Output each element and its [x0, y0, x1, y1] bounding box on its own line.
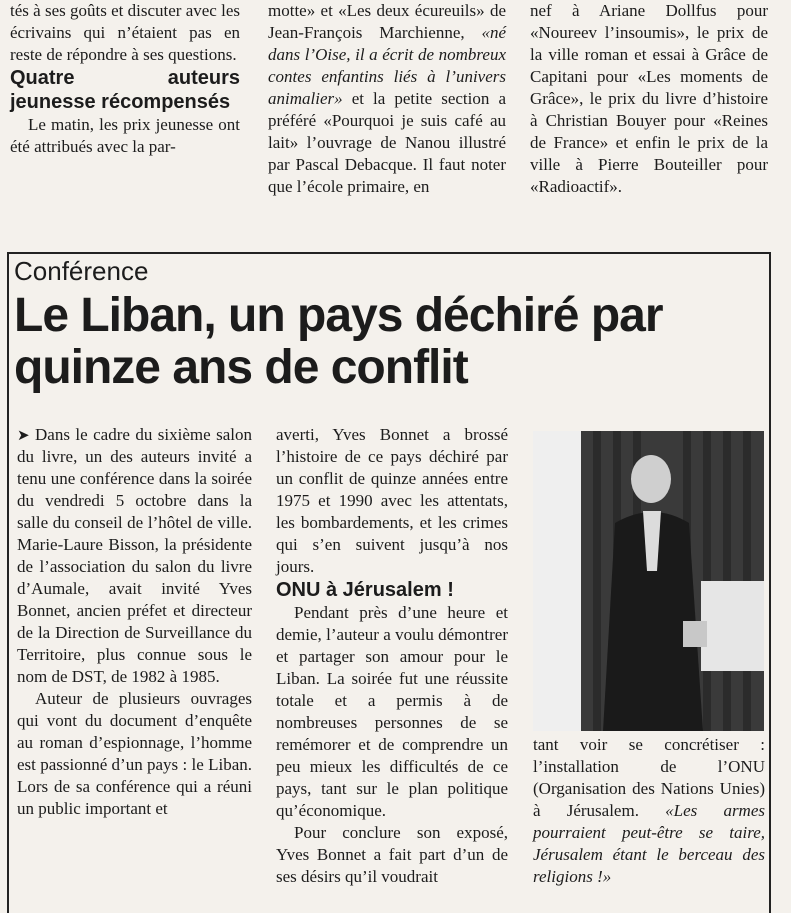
article-col1-text-1: Dans le cadre du sixième salon du livre, un des auteurs invité a tenu une conférence dans la soirée du vendredi 5 octobre dans la salle du conseil de l’hôtel de ville. Marie-Laure Bisson, la présidente de l’association du salon du livre d’Aumale, avait invité Yves Bonnet, ancien préfet et directeur de la Direction de Surveillance du Territoire, plus connue sous le nom de DST, de 1982 à 1985. [17, 425, 253, 686]
article-col2-subhead: ONU à Jérusalem ! [276, 579, 454, 601]
top-column-3 [530, 0, 768, 198]
top-col1-subhead: Quatre auteurs jeunesse récompensés [10, 67, 240, 113]
article-col3-paragraph [533, 734, 765, 888]
top-col3-paragraph: nef à Ariane Dollfus pour «Noureev l’insoumis», le prix de la ville roman et essai à Grâce de Capitani pour «Les moments de Grâce», le prix du livre d’histoire à Christian Bouyer pour «Reines de France» et enfin le prix de la ville à Pierre Bouteiller pour «Radioactif». [530, 1, 768, 196]
article-column-2 [276, 424, 508, 888]
top-col1-paragraph-2: Le matin, les prix jeunesse ont été attribués avec la par- [10, 115, 240, 156]
top-column-1 [10, 0, 240, 158]
article-column-3 [533, 734, 765, 888]
article-col2-paragraph-1: averti, Yves Bonnet a brossé l’histoire de ce pays déchiré par un conflit de quinze années entre 1975 et 1990 avec les attentats, les bombardements, et les crimes qui s’en suivent jusqu’à nos jours. [276, 425, 508, 576]
article-headline: Le Liban, un pays déchiré par quinze ans de conflit [14, 289, 663, 394]
top-column-2 [268, 0, 506, 198]
top-col2-paragraph [268, 0, 506, 198]
top-col2-text-end: et la petite section a préféré «Pourquoi je suis café au lait» l’ouvrage de Nanou illustré par Pascal Debacque. Il faut noter que l’école primaire, en [268, 89, 506, 196]
article-kicker: Conférence [14, 256, 149, 286]
article-col2-paragraph-3: Pour conclure son exposé, Yves Bonnet a fait part d’un de ses désirs qu’il voudrait [276, 823, 508, 886]
article-col3-text: tant voir se concrétiser : l’installation de l’ONU (Organisation des Nations Unies) à Jérusalem. [533, 735, 765, 820]
article-col3-quote: «Les armes pourraient peut-être se taire, Jérusalem étant le berceau des religions !» [533, 801, 765, 886]
article-col1-paragraph-2: Auteur de plusieurs ouvrages qui vont du document d’enquête au roman d’espionnage, l’homme est passionné d’un pays : le Liban. Lors de sa conférence qui a réuni un public important et [17, 689, 252, 818]
article-col2-paragraph-2: Pendant près d’une heure et demie, l’auteur a voulu démontrer et partager son amour pour le Liban. La soirée fut une réussite totale et a permis à de nombreuses personnes de se remémorer et de comprendre un peu mieux les difficultés de ce pays, tant sur le plan politique qu’économique. [276, 603, 508, 820]
speaker-photo-image [533, 431, 764, 731]
top-col1-paragraph: tés à ses goûts et discuter avec les écrivains qui n’étaient pas en reste de répondre à ses questions. [10, 1, 240, 64]
top-col2-text-start: motte» et «Les deux écureuils» de Jean-François Marchienne, [268, 1, 506, 42]
article-photo [533, 431, 764, 731]
article-col1-paragraph-1 [17, 424, 252, 688]
article-column-1 [17, 424, 252, 820]
top-col2-quote: «né dans l’Oise, il a écrit de nombreux contes enfantins liés à l’univers animalier» [268, 23, 506, 108]
arrow-icon: ➤ [17, 426, 30, 444]
